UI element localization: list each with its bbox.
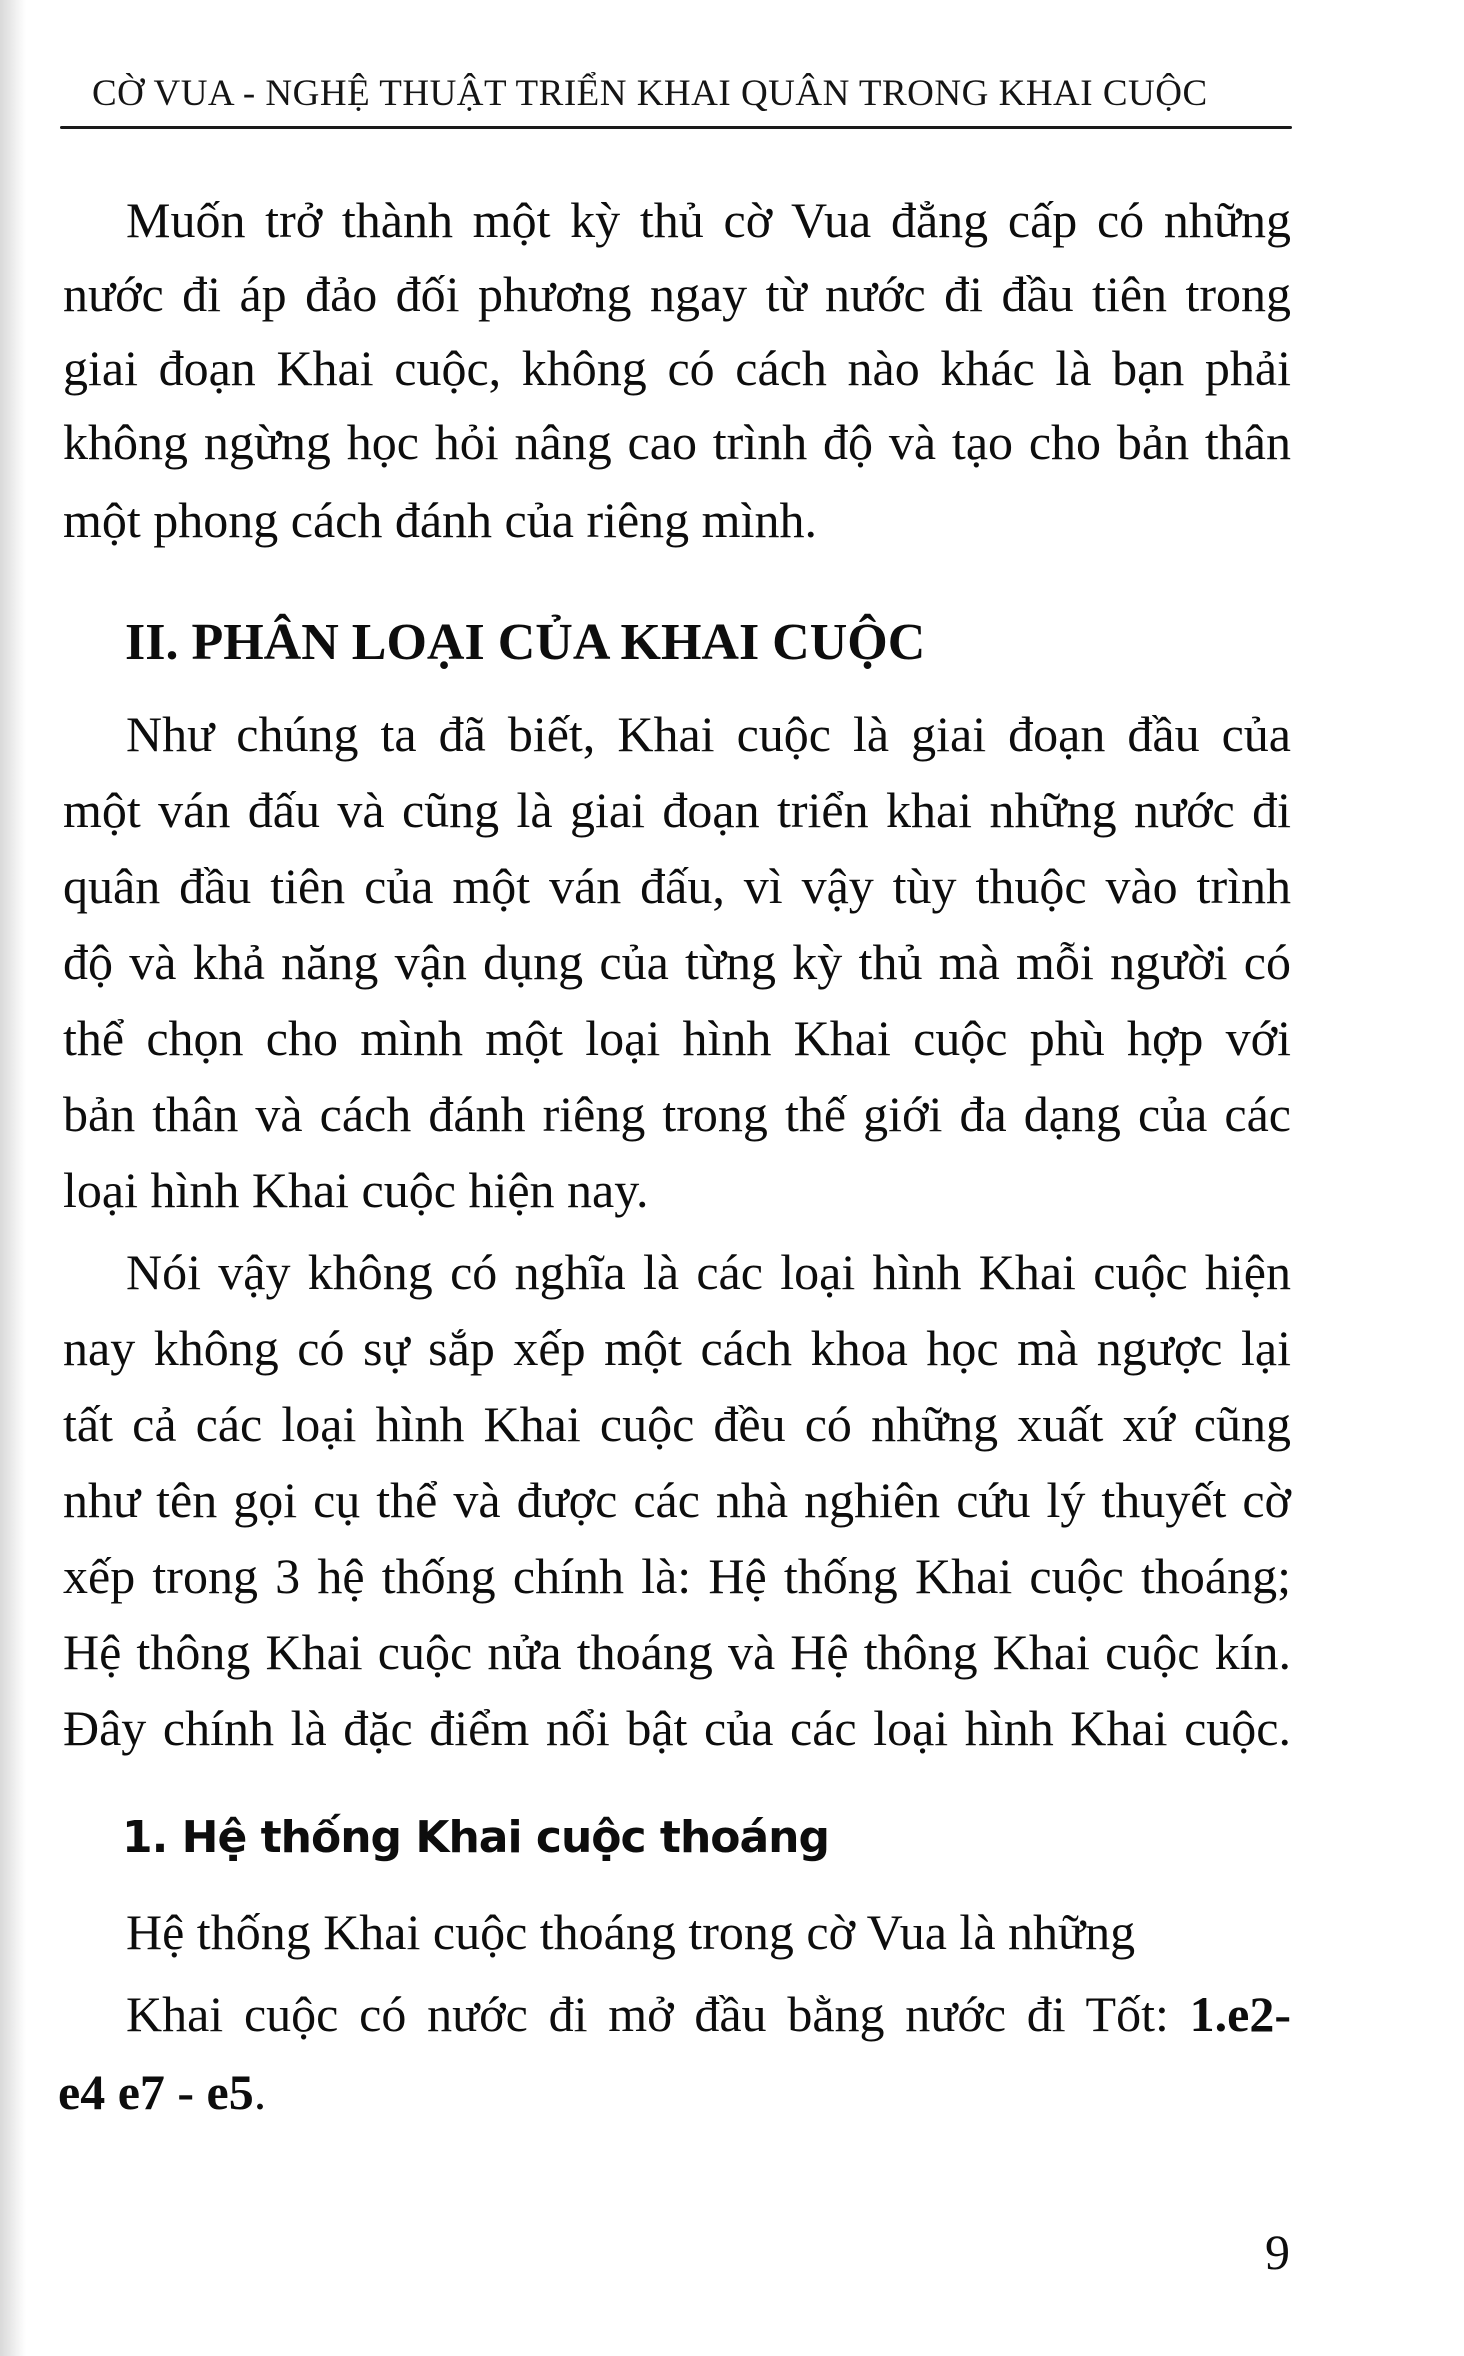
text-line: không ngừng học hỏi nâng cao trình độ và tạo cho bản thân (63, 414, 1291, 470)
chess-move: 1.e2- (1189, 1986, 1291, 2042)
text-line: một ván đấu và cũng là giai đoạn triển khai những nước đi (63, 782, 1291, 838)
text-line: bản thân và cách đánh riêng trong thế giới đa dạng của các (63, 1086, 1291, 1142)
text-line: như tên gọi cụ thể và được các nhà nghiên cứu lý thuyết cờ (63, 1472, 1291, 1528)
text-line: loại hình Khai cuộc hiện nay. (63, 1162, 649, 1218)
running-head: CỜ VUA - NGHỆ THUẬT TRIỂN KHAI QUÂN TRONG KHAI CUỘC (92, 73, 1208, 114)
text-line: độ và khả năng vận dụng của từng kỳ thủ mà mỗi người có (63, 934, 1291, 990)
text-line: một phong cách đánh của riêng mình. (63, 492, 817, 548)
text-line: Hệ thống Khai cuộc thoáng trong cờ Vua là những (126, 1904, 1136, 1960)
text-line: Như chúng ta đã biết, Khai cuộc là giai đoạn đầu của (126, 706, 1291, 762)
text-line: Muốn trở thành một kỳ thủ cờ Vua đẳng cấp có những (126, 192, 1291, 248)
section-heading: II. PHÂN LOẠI CỦA KHAI CUỘC (125, 614, 926, 671)
page-number: 9 (1265, 2224, 1290, 2280)
text-line: Hệ thông Khai cuộc nửa thoáng và Hệ thông Khai cuộc kín. (63, 1624, 1291, 1680)
text-line: Đây chính là đặc điểm nổi bật của các loại hình Khai cuộc. (63, 1700, 1291, 1756)
text-span: Khai cuộc có nước đi mở đầu bằng nước đi Tốt: (126, 1986, 1190, 2042)
text-line: nay không có sự sắp xếp một cách khoa học mà ngược lại (63, 1320, 1291, 1376)
text-line: tất cả các loại hình Khai cuộc đều có những xuất xứ cũng (63, 1396, 1291, 1452)
text-line: thể chọn cho mình một loại hình Khai cuộc phù hợp với (63, 1010, 1291, 1066)
subsection-heading: 1. Hệ thống Khai cuộc thoáng (122, 1812, 830, 1863)
text-line: giai đoạn Khai cuộc, không có cách nào khác là bạn phải (63, 340, 1291, 396)
text-span: . (253, 2064, 267, 2120)
text-line: quân đầu tiên của một ván đấu, vì vậy tùy thuộc vào trình (63, 858, 1291, 914)
text-line (58, 2062, 1286, 2122)
chess-move: e4 e7 - e5 (58, 2064, 254, 2120)
page-edge-shadow (0, 0, 26, 2356)
header-rule (60, 126, 1292, 129)
text-line: nước đi áp đảo đối phương ngay từ nước đi đầu tiên trong (63, 266, 1291, 322)
text-line: Nói vậy không có nghĩa là các loại hình Khai cuộc hiện (126, 1244, 1291, 1300)
text-line (126, 1984, 1291, 2044)
text-line: xếp trong 3 hệ thống chính là: Hệ thống Khai cuộc thoáng; (63, 1548, 1291, 1604)
